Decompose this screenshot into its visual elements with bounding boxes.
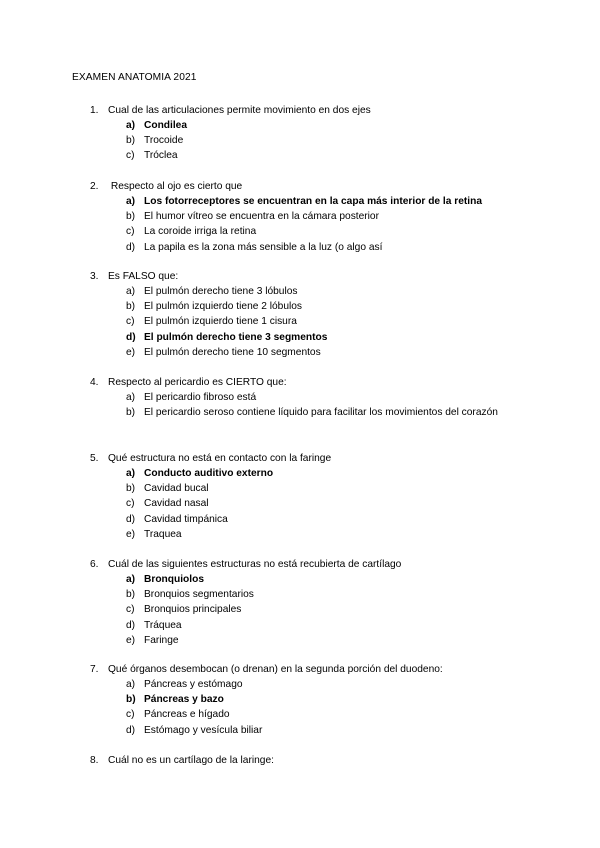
answer-option (126, 209, 530, 224)
question-header (90, 179, 530, 194)
answer-option (126, 618, 530, 633)
answer-option-correct (126, 692, 530, 707)
question (90, 753, 530, 768)
question-header (90, 451, 530, 466)
answer-option (126, 390, 530, 405)
option-text: El pulmón izquierdo tiene 2 lóbulos (144, 301, 303, 313)
option-text: El pulmón derecho tiene 3 lóbulos (144, 286, 298, 297)
answer-option (126, 345, 530, 360)
option-text: Trocoide (144, 135, 184, 147)
option-text: Cavidad timpánica (144, 513, 228, 525)
option-text: Páncreas y estómago (144, 679, 243, 690)
answer-option (126, 284, 530, 299)
question (90, 179, 530, 255)
answer-option (126, 240, 530, 255)
answer-option (126, 405, 530, 420)
option-text: Bronquios segmentarios (144, 589, 254, 601)
answer-option (126, 148, 530, 163)
question-text: Cuál no es un cartílago de la laringe: (108, 755, 274, 766)
question-number: 5. (90, 453, 99, 464)
answer-option-correct (126, 330, 530, 345)
option-letter: a) (126, 196, 136, 207)
answer-option (126, 512, 530, 527)
question (90, 662, 530, 738)
option-letter: e) (126, 634, 136, 646)
option-letter: e) (126, 528, 136, 540)
option-list (90, 466, 530, 542)
option-text: Tráquea (144, 619, 182, 631)
option-text: Conducto auditivo externo (144, 468, 274, 479)
question-number: 6. (90, 559, 99, 570)
option-letter: c) (126, 150, 135, 162)
option-text: Tróclea (144, 150, 178, 162)
option-list (90, 118, 530, 164)
option-letter: b) (126, 407, 136, 419)
answer-option (126, 299, 530, 314)
option-text: El pericardio seroso contiene líquido para facilitar los movimientos del corazón (144, 407, 498, 419)
question-text: Cual de las articulaciones permite movimiento en dos ejes (108, 105, 371, 116)
answer-option-correct (126, 194, 530, 209)
question (90, 557, 530, 648)
question (90, 375, 530, 420)
option-text: Cavidad nasal (144, 498, 209, 510)
option-letter: c) (126, 709, 135, 721)
option-text: El pulmón derecho tiene 10 segmentos (144, 346, 321, 358)
answer-option (126, 481, 530, 496)
answer-option (126, 527, 530, 542)
option-letter: d) (126, 619, 136, 631)
question (90, 451, 530, 542)
option-list (90, 284, 530, 360)
option-text: Estómago y vesícula biliar (144, 724, 263, 736)
question-header (90, 753, 530, 768)
option-list (90, 677, 530, 738)
question-number: 8. (90, 755, 99, 766)
option-letter: d) (126, 331, 136, 343)
question-header (90, 557, 530, 572)
answer-option-correct (126, 118, 530, 133)
option-list (90, 390, 530, 420)
option-letter: c) (126, 226, 135, 238)
question-number: 7. (90, 664, 99, 675)
option-text: El pulmón izquierdo tiene 1 cisura (144, 316, 297, 328)
option-letter: a) (126, 286, 136, 297)
answer-option (126, 133, 530, 148)
answer-option-correct (126, 572, 530, 587)
option-text: Los fotorreceptores se encuentran en la capa más interior de la retina (144, 196, 482, 207)
answer-option (126, 707, 530, 722)
option-letter: a) (126, 679, 136, 690)
option-letter: a) (126, 574, 136, 585)
question-text: Respecto al ojo es cierto que (108, 181, 243, 192)
answer-option (126, 723, 530, 738)
option-letter: d) (126, 241, 136, 253)
option-text: Bronquiolos (144, 574, 204, 585)
option-letter: d) (126, 513, 136, 525)
option-letter: b) (126, 589, 136, 601)
option-list (90, 572, 530, 648)
option-letter: c) (126, 604, 135, 616)
option-text: El pericardio fibroso está (144, 392, 257, 403)
question-text: Es FALSO que: (108, 271, 179, 282)
option-list (90, 194, 530, 255)
question (90, 103, 530, 164)
option-text: Páncreas e hígado (144, 709, 230, 721)
question-number: 1. (90, 105, 99, 116)
answer-option (126, 633, 530, 648)
answer-option (126, 314, 530, 329)
question-header (90, 103, 530, 118)
answer-option (126, 496, 530, 511)
option-letter: b) (126, 483, 136, 495)
option-letter: a) (126, 468, 136, 479)
question-number: 2. (90, 181, 99, 192)
question (90, 269, 530, 360)
option-text: El humor vítreo se encuentra en la cámara posterior (144, 211, 379, 223)
option-text: El pulmón derecho tiene 3 segmentos (144, 331, 328, 343)
question-text: Respecto al pericardio es CIERTO que: (108, 377, 287, 388)
option-text: Bronquios principales (144, 604, 242, 616)
question-text: Qué órganos desembocan (o drenan) en la segunda porción del duodeno: (108, 664, 443, 675)
option-text: Cavidad bucal (144, 483, 209, 495)
question-header (90, 269, 530, 284)
option-text: Faringe (144, 634, 179, 646)
option-text: Páncreas y bazo (144, 694, 224, 706)
question-number: 3. (90, 271, 99, 282)
option-letter: b) (126, 211, 136, 223)
question-header (90, 375, 530, 390)
option-letter: b) (126, 694, 136, 706)
answer-option-correct (126, 466, 530, 481)
exam-title: EXAMEN ANATOMIA 2021 (72, 72, 197, 83)
answer-option (126, 224, 530, 239)
option-letter: c) (126, 498, 135, 510)
answer-option (126, 587, 530, 602)
option-letter: a) (126, 392, 136, 403)
option-letter: d) (126, 724, 136, 736)
option-letter: c) (126, 316, 135, 328)
option-letter: e) (126, 346, 136, 358)
question-header (90, 662, 530, 677)
option-letter: b) (126, 135, 136, 147)
question-text: Cuál de las siguientes estructuras no está recubierta de cartílago (108, 559, 402, 570)
option-text: Condilea (144, 120, 188, 131)
question-number: 4. (90, 377, 99, 388)
answer-option (126, 602, 530, 617)
option-letter: a) (126, 120, 136, 131)
option-text: La coroide irriga la retina (144, 226, 257, 238)
option-text: Traquea (144, 528, 182, 540)
answer-option (126, 677, 530, 692)
option-text: La papila es la zona más sensible a la luz (o algo así (144, 241, 383, 253)
option-letter: b) (126, 301, 136, 313)
question-text: Qué estructura no está en contacto con la faringe (108, 453, 332, 464)
